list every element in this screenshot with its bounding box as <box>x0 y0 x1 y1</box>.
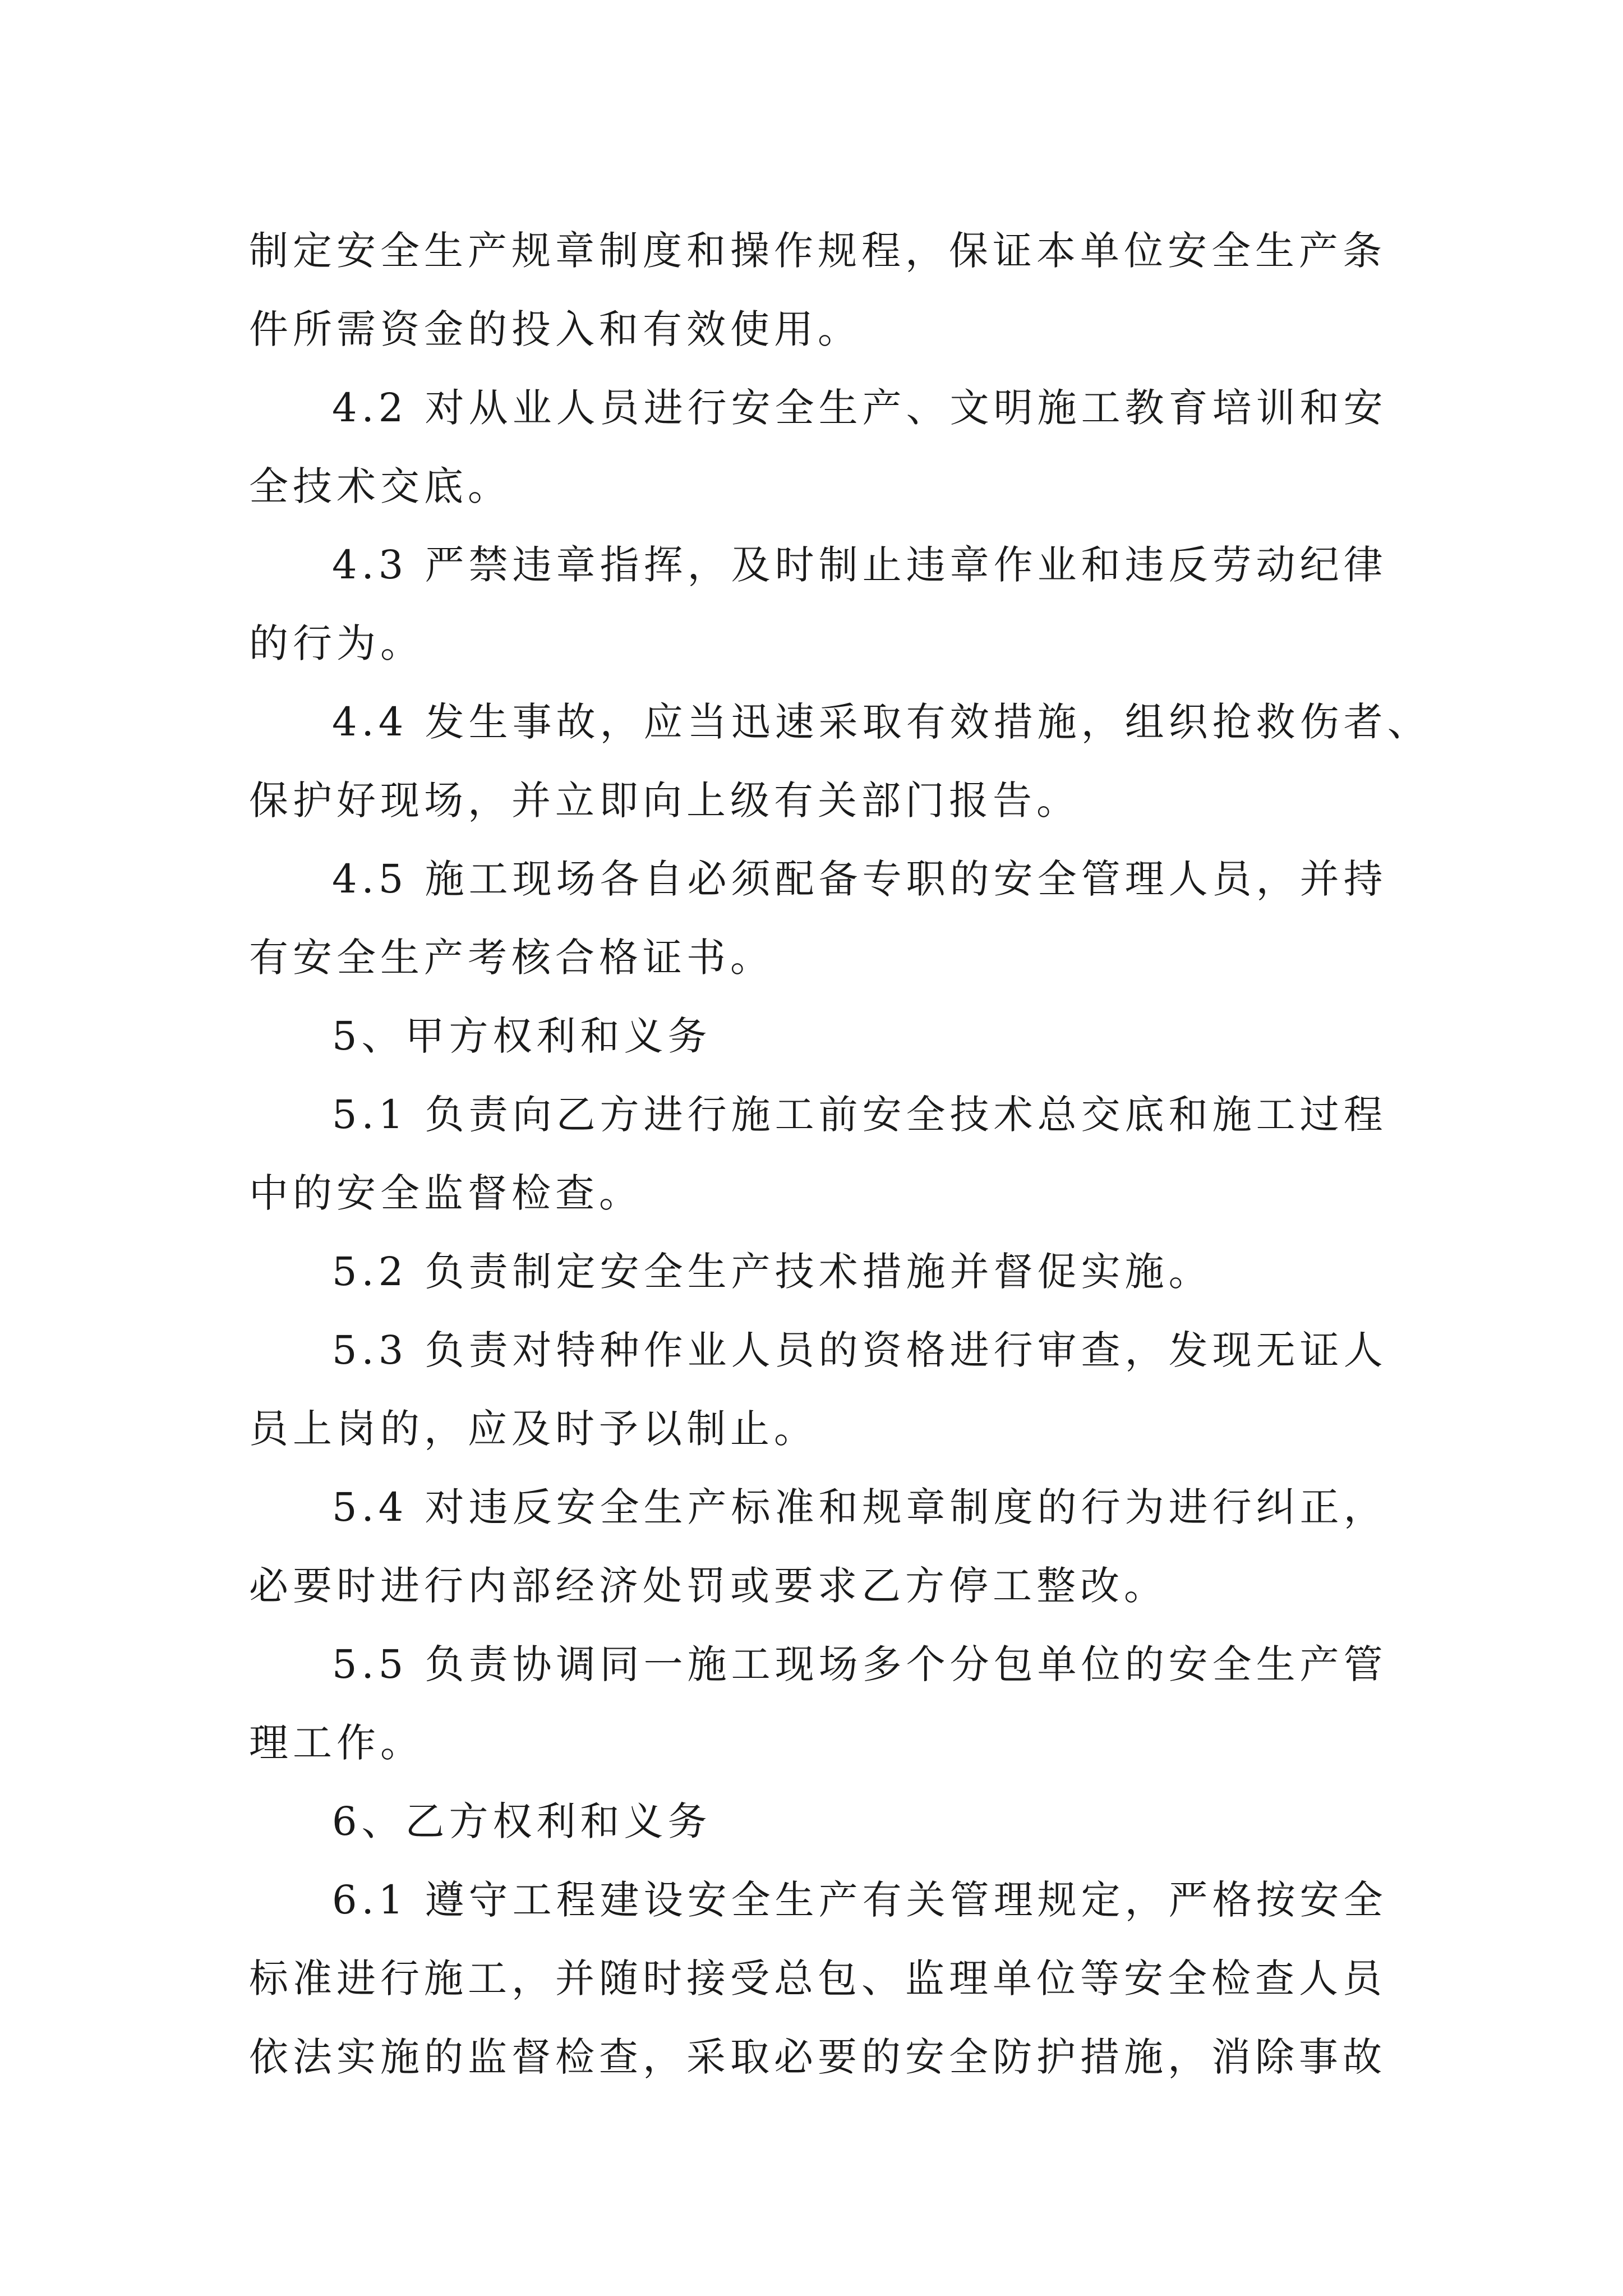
text-line: 制定安全生产规章制度和操作规程，保证本单位安全生产条 <box>249 228 1386 274</box>
section-heading: 5、甲方权利和义务 <box>332 1013 712 1059</box>
document-body <box>249 211 1431 2096</box>
text-line: 4.5 施工现场各自必须配备专职的安全管理人员，并持 <box>332 856 1387 902</box>
text-line: 5.2 负责制定安全生产技术措施并督促实施。 <box>332 1249 1212 1295</box>
text-line: 中的安全监督检查。 <box>249 1170 643 1216</box>
text-line: 5.5 负责协调同一施工现场多个分包单位的安全生产管 <box>332 1641 1387 1687</box>
text-line: 全技术交底。 <box>249 463 511 509</box>
text-line: 标准进行施工，并随时接受总包、监理单位等安全检查人员 <box>249 1955 1386 2001</box>
text-line: 理工作。 <box>249 1720 424 1766</box>
section-heading: 6、乙方权利和义务 <box>332 1798 712 1844</box>
text-line: 5.1 负责向乙方进行施工前安全技术总交底和施工过程 <box>332 1092 1387 1138</box>
text-line: 依法实施的监督检查，采取必要的安全防护措施，消除事故 <box>249 2034 1386 2080</box>
text-line: 保护好现场，并立即向上级有关部门报告。 <box>249 777 1080 823</box>
text-line: 6.1 遵守工程建设安全生产有关管理规定，严格按安全 <box>332 1877 1387 1923</box>
text-line: 5.3 负责对特种作业人员的资格进行审查，发现无证人 <box>332 1327 1387 1373</box>
text-line: 4.3 严禁违章指挥，及时制止违章作业和违反劳动纪律 <box>332 542 1387 588</box>
text-line: 的行为。 <box>249 620 424 666</box>
text-line: 有安全生产考核合格证书。 <box>249 935 774 981</box>
text-line: 员上岗的，应及时予以制止。 <box>249 1406 818 1452</box>
text-line: 4.2 对从业人员进行安全生产、文明施工教育培训和安 <box>332 385 1387 431</box>
text-line: 件所需资金的投入和有效使用。 <box>249 306 861 352</box>
text-line: 5.4 对违反安全生产标准和规章制度的行为进行纠正， <box>332 1484 1387 1530</box>
text-line: 4.4 发生事故，应当迅速采取有效措施，组织抢救伤者、 <box>332 699 1431 745</box>
text-line: 必要时进行内部经济处罚或要求乙方停工整改。 <box>249 1563 1168 1609</box>
